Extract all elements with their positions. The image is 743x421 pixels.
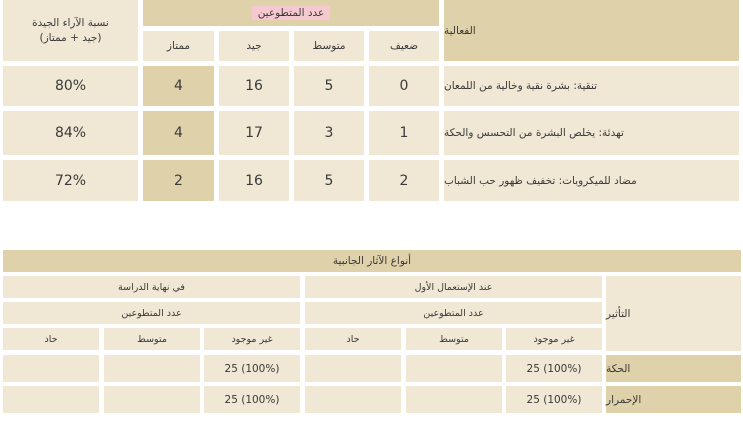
header-volunteers-end: عدد المتطوعين: [3, 302, 300, 324]
header-first-use: عند الإستعمال الأول: [305, 276, 602, 298]
header-level-none: غير موجود: [506, 328, 602, 350]
header-volunteers-first: عدد المتطوعين: [305, 302, 602, 324]
header-rating-average: متوسط: [294, 31, 364, 61]
header-volunteers: [143, 0, 439, 26]
table-row-activity: تنقية: بشرة نقية وخالية من اللمعان: [444, 66, 739, 106]
table-cell-percent: 72%: [3, 160, 138, 201]
header-activity: الفعالية: [444, 0, 739, 61]
table-cell-first-none: 25 (100%): [506, 355, 602, 382]
header-end-of-study: في نهاية الدراسة: [3, 276, 300, 298]
header-level-average: متوسط: [104, 328, 200, 350]
header-effect: التأثير: [606, 276, 741, 351]
table-cell-weak: 0: [369, 66, 439, 106]
table-cell-average: 3: [294, 111, 364, 155]
table-row-activity: مضاد للميكروبات: تخفيف ظهور حب الشباب: [444, 160, 739, 201]
header-level-severe: حاد: [305, 328, 401, 350]
table-cell-end-average: [104, 355, 200, 382]
table-cell-excellent: 4: [143, 111, 214, 155]
header-level-severe: حاد: [3, 328, 99, 350]
table-row-activity: تهدئة: يخلص البشرة من التحسس والحكة: [444, 111, 739, 155]
header-rating-excellent: ممتاز: [143, 31, 214, 61]
header-volunteers-label: عدد المتطوعين: [252, 6, 331, 20]
table-cell-percent: 84%: [3, 111, 138, 155]
table-cell-first-none: 25 (100%): [506, 386, 602, 413]
table-row-effect: الإحمرار: [606, 386, 741, 413]
side-effects-title: أنواع الآثار الجانبية: [3, 250, 741, 272]
header-rating-weak: ضعيف: [369, 31, 439, 61]
header-rating-good: جيد: [219, 31, 289, 61]
table-cell-good: 16: [219, 160, 289, 201]
table-cell-end-none: 25 (100%): [204, 355, 300, 382]
table-cell-first-severe: [305, 386, 401, 413]
table-cell-first-average: [406, 386, 502, 413]
table-cell-end-none: 25 (100%): [204, 386, 300, 413]
table-cell-good: 16: [219, 66, 289, 106]
table-cell-percent: 80%: [3, 66, 138, 106]
header-level-none: غير موجود: [204, 328, 300, 350]
table-cell-first-severe: [305, 355, 401, 382]
table-cell-good: 17: [219, 111, 289, 155]
table-row-effect: الحكة: [606, 355, 741, 382]
table-cell-average: 5: [294, 66, 364, 106]
header-percent-line2: (جيد + ممتاز): [39, 32, 102, 44]
table-cell-excellent: 4: [143, 66, 214, 106]
header-percent: [3, 0, 138, 61]
table-cell-average: 5: [294, 160, 364, 201]
header-level-average: متوسط: [406, 328, 502, 350]
header-percent-line1: نسبة الآراء الجيدة: [32, 17, 109, 29]
table-cell-end-severe: [3, 386, 99, 413]
table-cell-weak: 1: [369, 111, 439, 155]
table-cell-end-severe: [3, 355, 99, 382]
table-cell-end-average: [104, 386, 200, 413]
table-cell-first-average: [406, 355, 502, 382]
table-cell-weak: 2: [369, 160, 439, 201]
table-cell-excellent: 2: [143, 160, 214, 201]
